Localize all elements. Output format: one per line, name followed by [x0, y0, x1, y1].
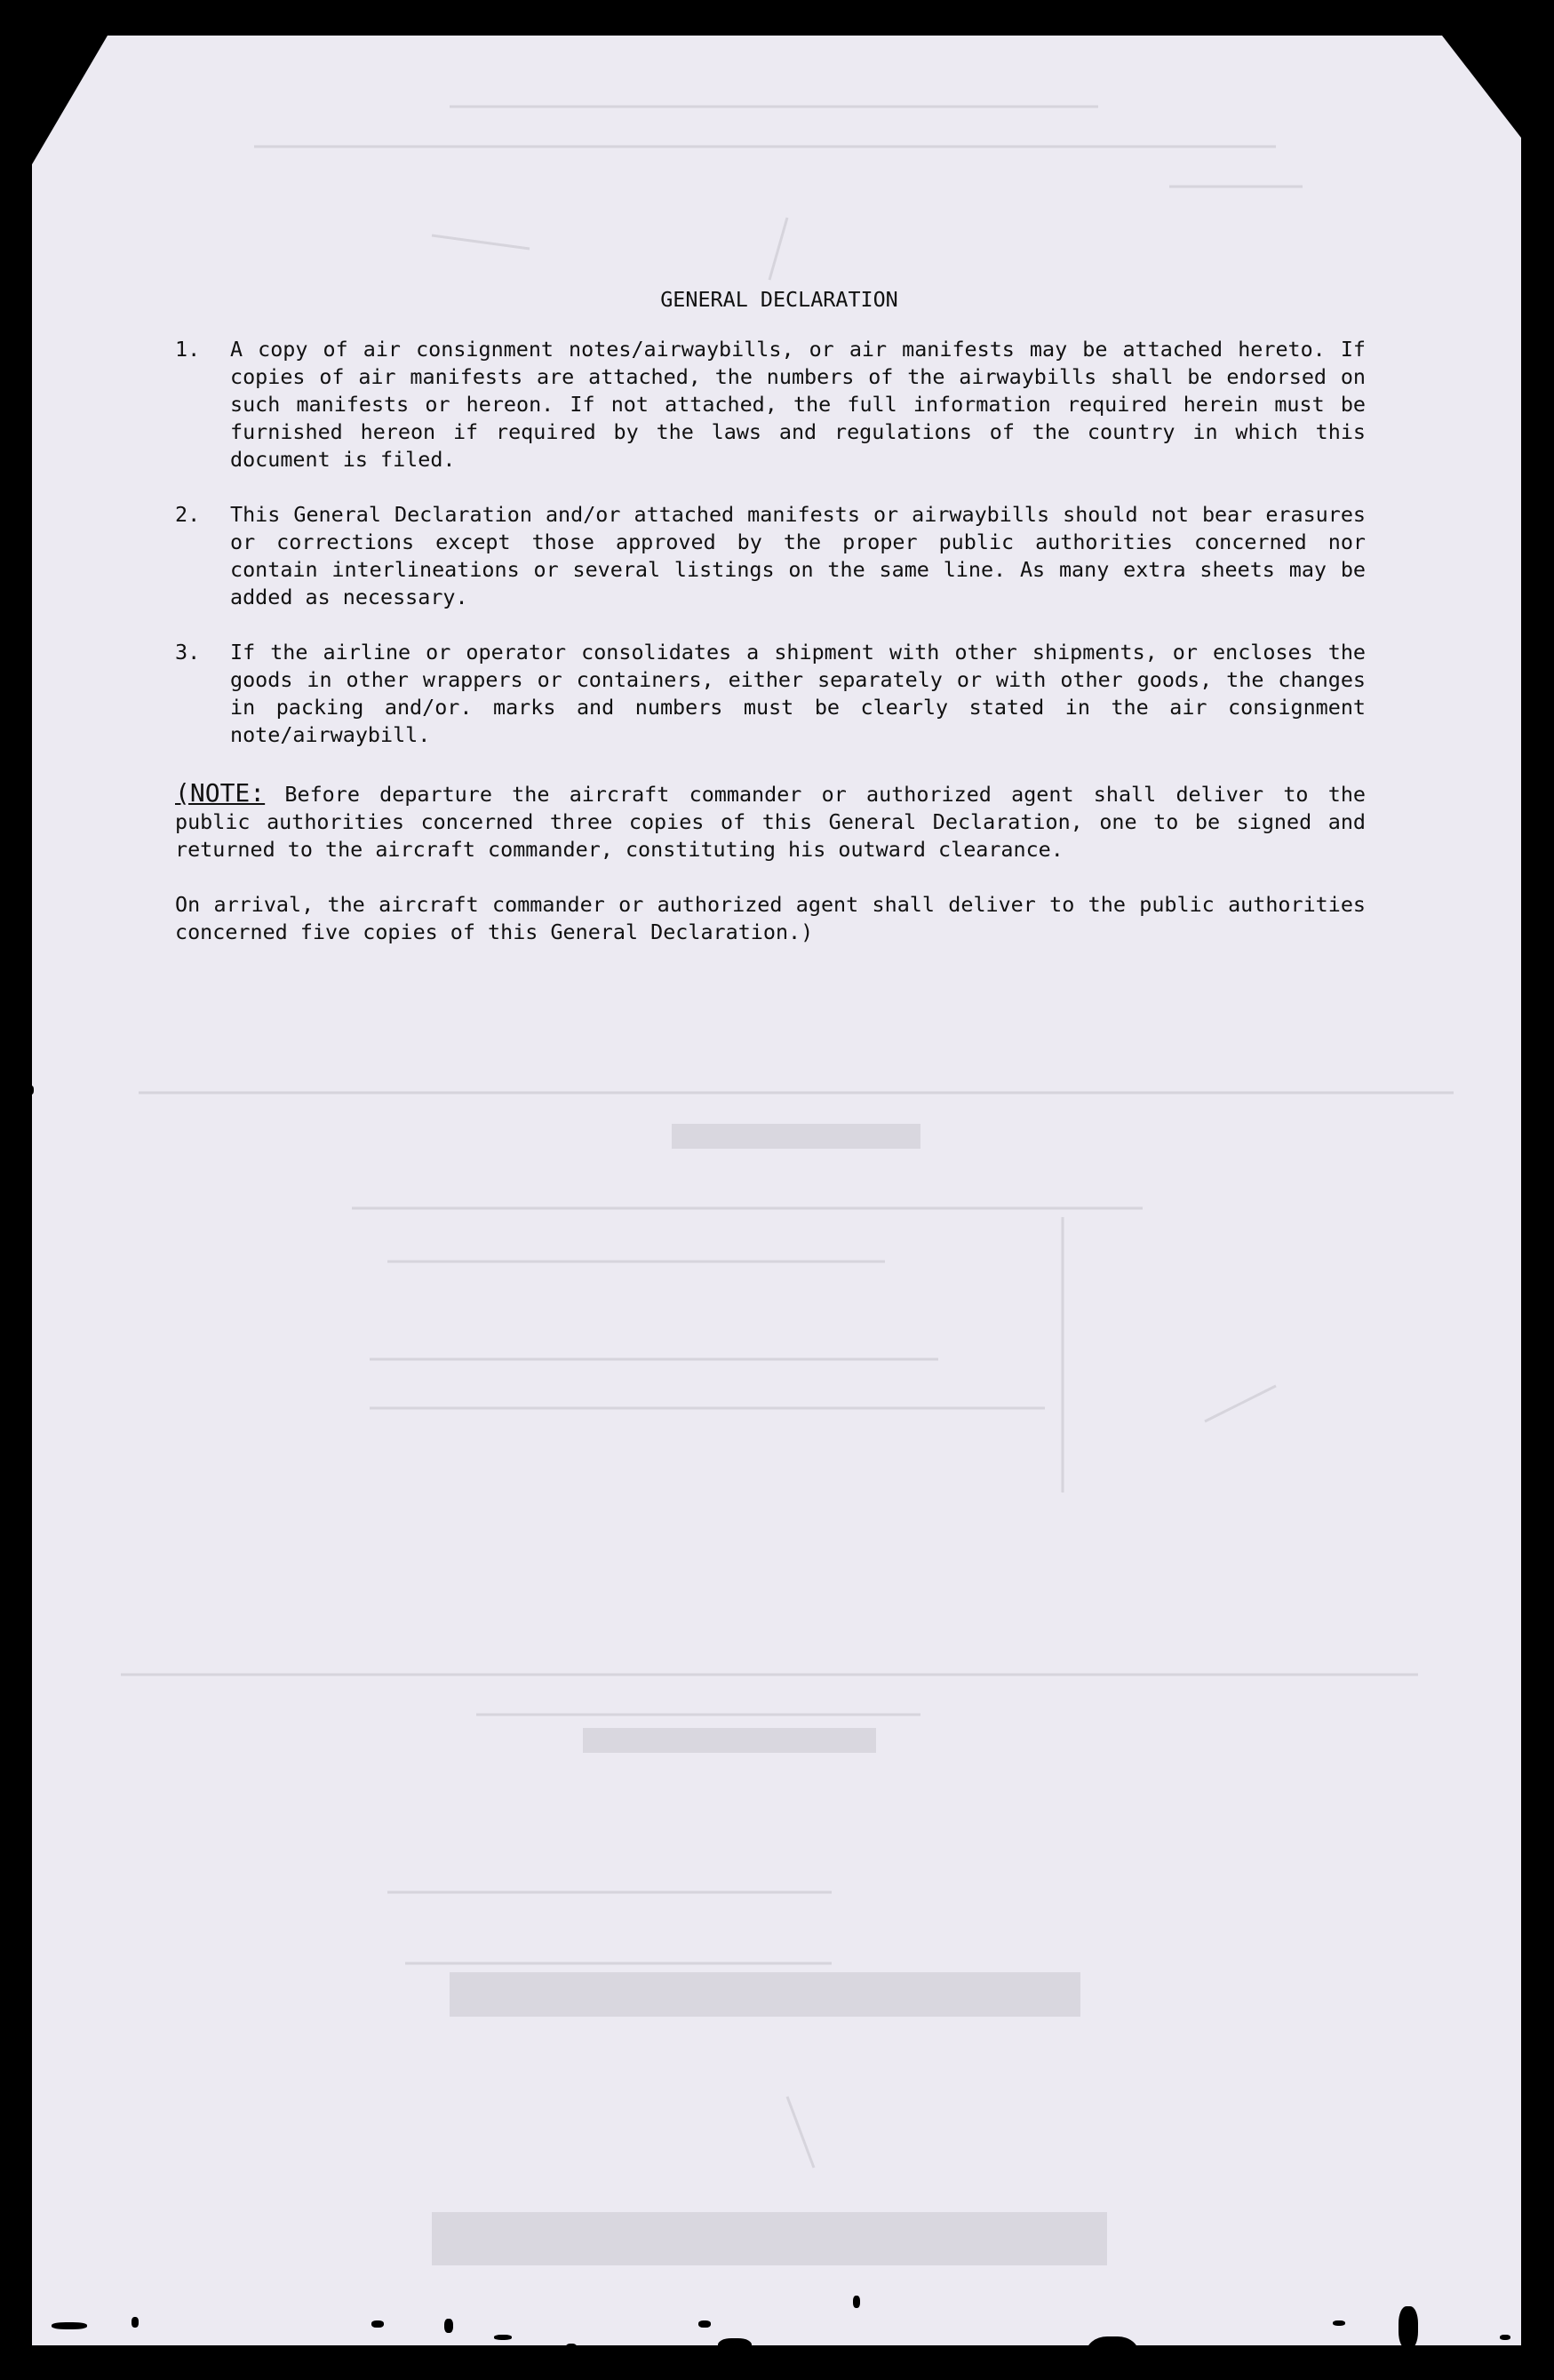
item-number: 1.	[175, 337, 201, 362]
note-text: Before departure the aircraft commander or authorized agent shall deliver to the public authorities concerned three copies of this General Declaration, one to be signed and returned to the aircraft commander, constituting his outward clearance.	[175, 782, 1366, 862]
item-number: 2.	[175, 502, 201, 527]
instruction-list	[175, 336, 1366, 749]
instruction-item	[175, 336, 1366, 474]
item-text: This General Declaration and/or attached manifests or airwaybills should not bear erasures or corrections except those approved by the proper public authorities concerned nor contain interlineations or several listings on the same line. As many extra sheets may be added as necessary.	[230, 502, 1366, 609]
arrival-note-paragraph: On arrival, the aircraft commander or authorized agent shall deliver to the public authorities concerned five copies of this General Declaration.)	[175, 892, 1366, 944]
item-number: 3.	[175, 640, 201, 665]
document-title: GENERAL DECLARATION	[660, 287, 898, 312]
item-text: If the airline or operator consolidates a shipment with other shipments, or encloses the goods in other wrappers or containers, either separately or with other goods, the changes in packing and/or. marks and numbers must be clearly stated in the air consignment note/airwaybill.	[230, 640, 1366, 747]
instruction-item	[175, 501, 1366, 611]
instruction-item	[175, 639, 1366, 749]
note-label: (NOTE:	[175, 778, 266, 808]
declaration-content	[175, 286, 1366, 946]
note-paragraph	[175, 779, 1366, 864]
item-text: A copy of air consignment notes/airwaybills, or air manifests may be attached hereto. If copies of air manifests are attached, the numbers of the airwaybills shall be endorsed on such manifests or hereon. If not attached, the full information required herein must be furnished hereon if required by the laws and regulations of the country in which this document is filed.	[230, 337, 1366, 472]
